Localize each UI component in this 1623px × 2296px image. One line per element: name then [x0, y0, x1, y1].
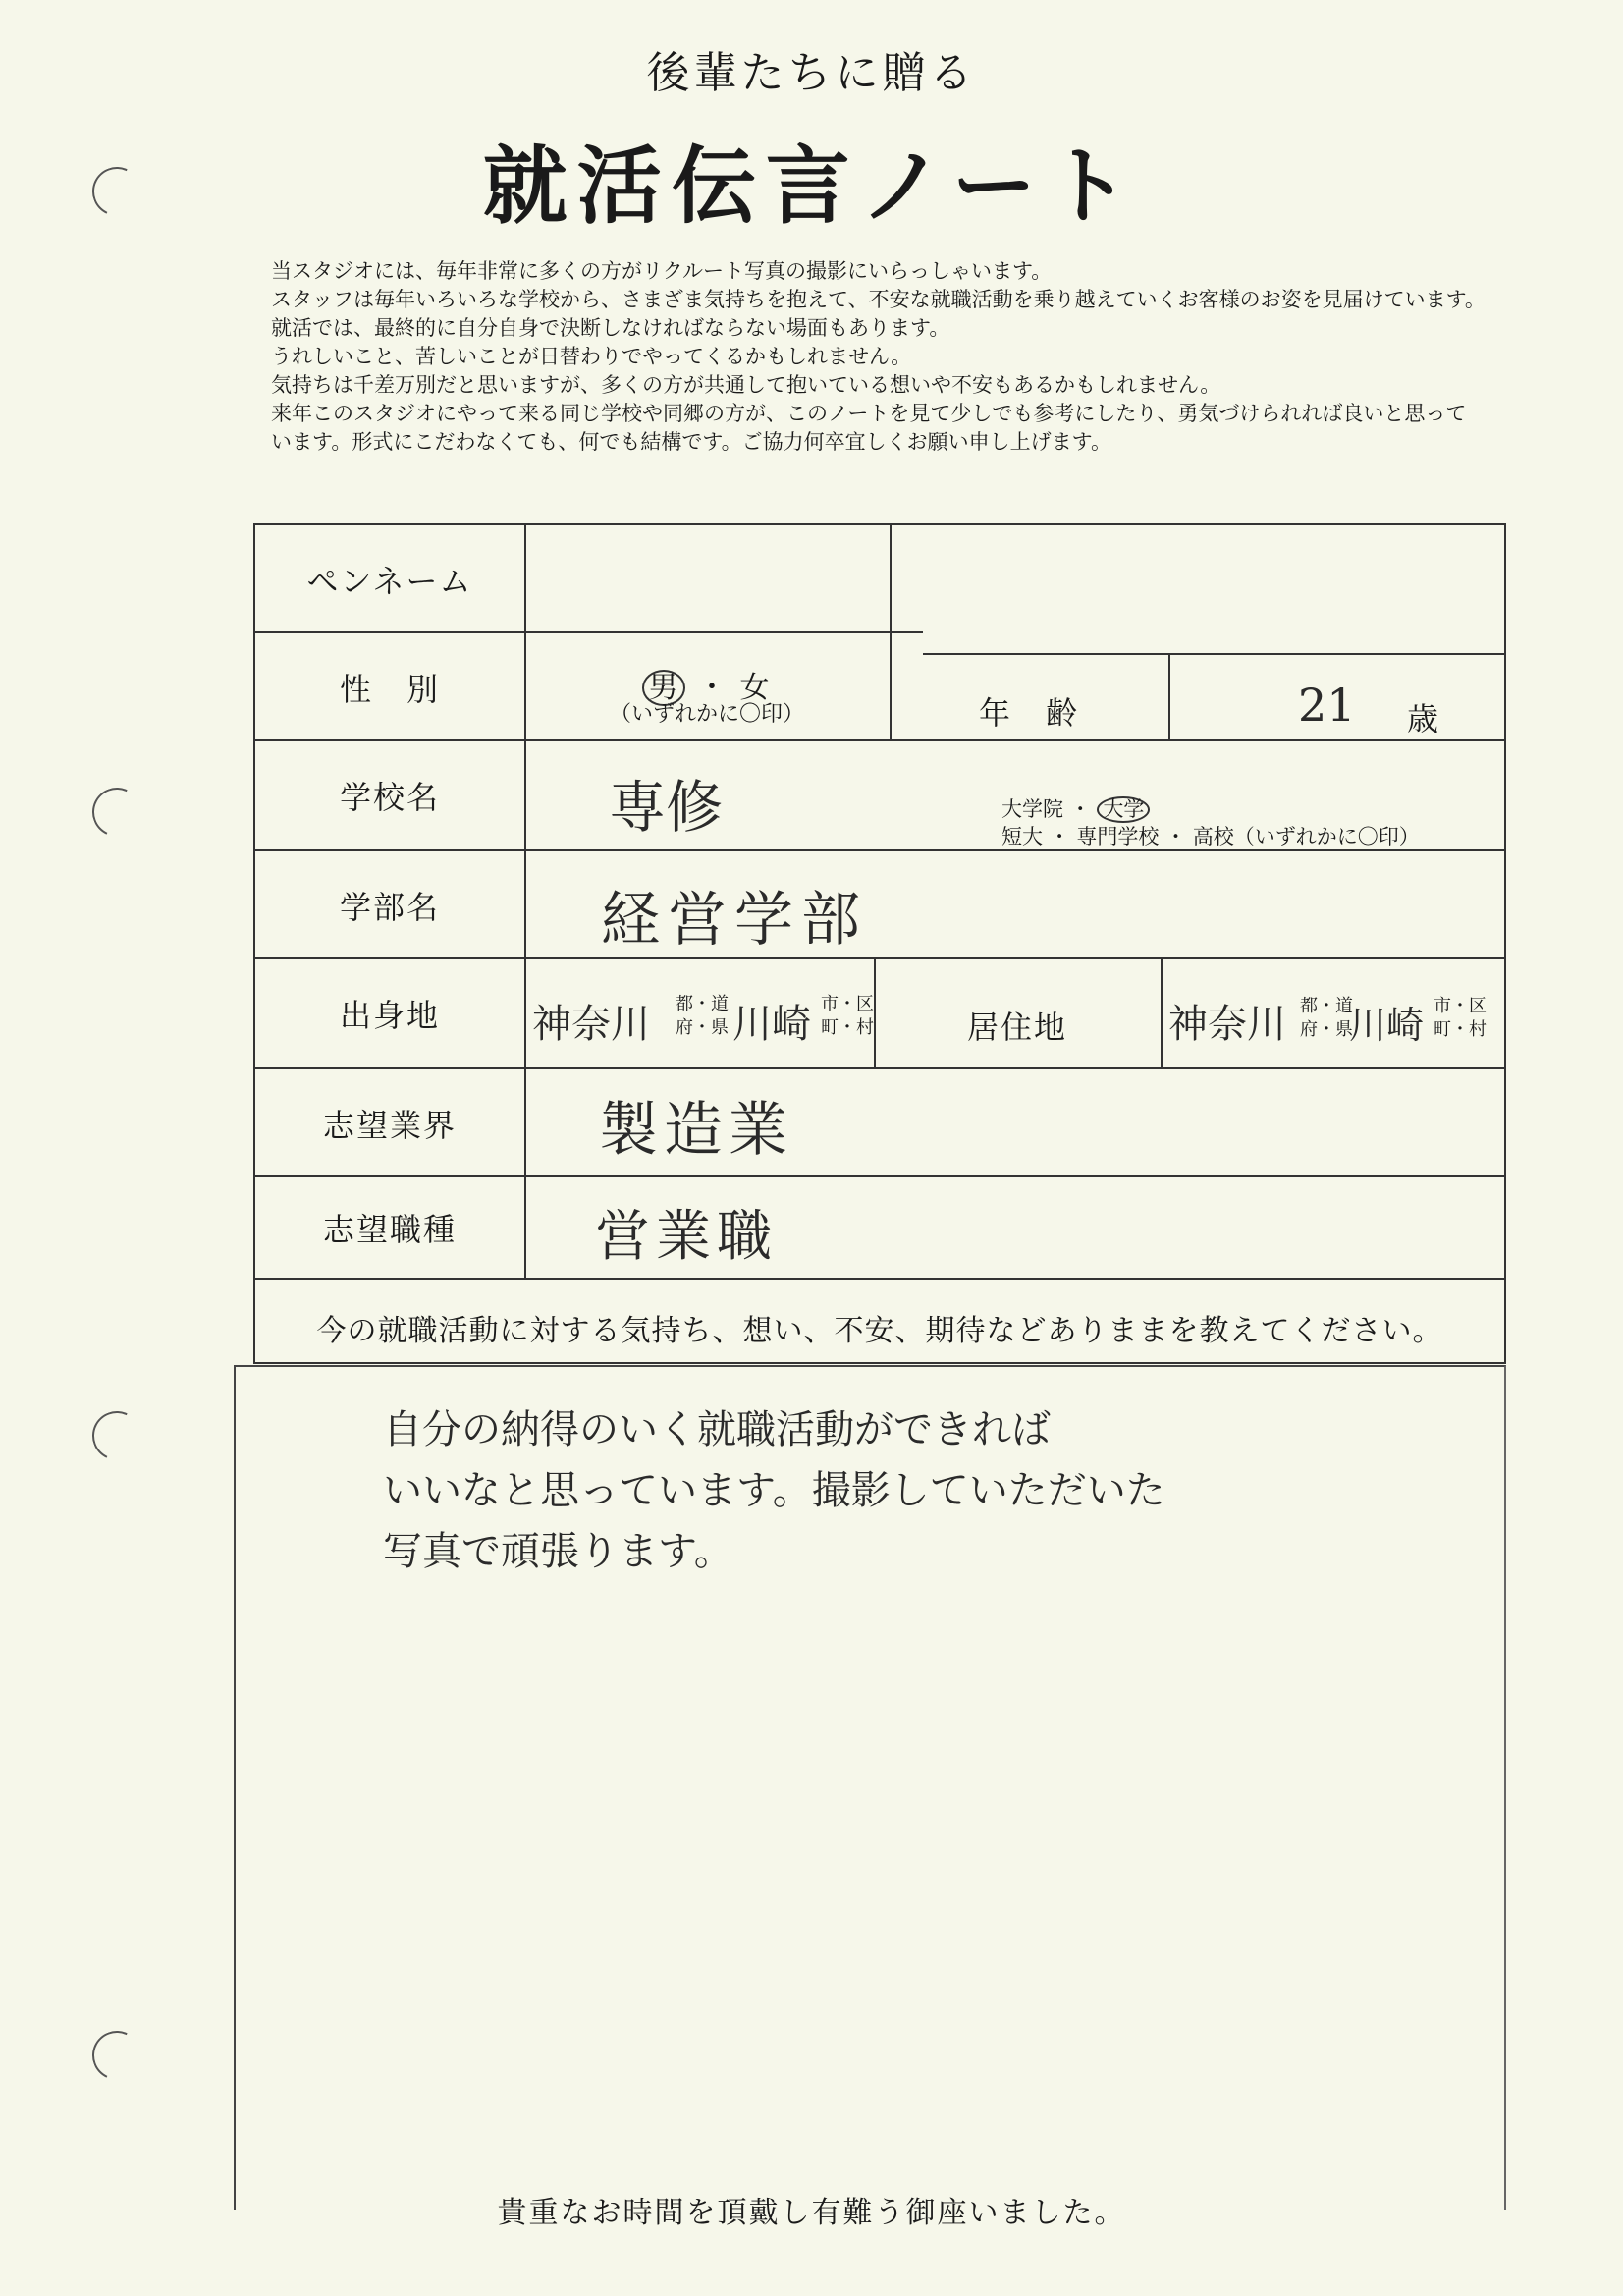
faculty-label: 学部名 — [339, 889, 440, 926]
row-divider — [255, 1067, 1504, 1069]
intro-line: スタッフは毎年いろいろな学校から、さまざま気持ちを抱えて、不安な就職活動を乗り越えていくお客様のお姿を見届けています。 — [271, 288, 1486, 311]
gender-options — [524, 663, 890, 706]
school-type-options — [1001, 796, 1150, 823]
job-label: 志望職種 — [322, 1211, 457, 1248]
binder-hole — [85, 781, 148, 844]
row-divider — [255, 957, 1504, 959]
gender-male-circled: 男 — [642, 670, 685, 706]
intro-line: うれしいこと、苦しいことが日替わりでやってくるかもしれません。 — [271, 345, 912, 368]
binder-hole — [85, 1404, 148, 1467]
gender-separator: ・ — [697, 671, 729, 705]
column-divider — [524, 525, 526, 1278]
age-label: 年 齢 — [978, 694, 1079, 732]
industry-value: 製造業 — [599, 1096, 793, 1165]
pref-units-bottom: 府・県 — [1300, 1019, 1353, 1040]
hometown-city-value: 川崎 — [732, 1002, 811, 1047]
school-value: 専修 — [609, 774, 724, 841]
intro-text — [271, 257, 1606, 457]
age-value: 21 — [1298, 679, 1356, 732]
school-opt-separator: ・ — [1069, 797, 1091, 821]
intro-line: 気持ちは千差万別だと思いますが、多くの方が共通して抱いている想いや不安もあるかもしれません。 — [271, 373, 1221, 397]
intro-line: います。形式にこだわなくても、何でも結構です。ご協力何卒宜しくお願い申し上げます。 — [271, 430, 1111, 454]
profile-form — [253, 523, 1506, 1364]
pref-units-bottom: 府・県 — [676, 1017, 729, 1038]
intro-line: 当スタジオには、毎年非常に多くの方がリクルート写真の撮影にいらっしゃいます。 — [271, 259, 1053, 283]
city-units — [1434, 995, 1487, 1042]
column-divider — [1168, 653, 1170, 739]
pref-units-top: 都・道 — [1300, 996, 1353, 1016]
job-value: 営業職 — [595, 1205, 778, 1269]
pref-units — [1300, 995, 1353, 1042]
residence-city-value: 川崎 — [1349, 1004, 1425, 1047]
row-divider — [255, 1175, 1504, 1177]
age-unit: 歳 — [1406, 700, 1440, 738]
row-divider — [255, 1278, 1504, 1280]
binder-hole — [85, 2024, 148, 2087]
footer-thanks: 貴重なお時間を頂戴し有難う御座いました。 — [497, 2196, 1126, 2230]
pref-units — [676, 993, 729, 1040]
intro-line: 就活では、最終的に自分自身で決断しなければならない場面もあります。 — [271, 316, 950, 340]
pref-units-top: 都・道 — [676, 994, 729, 1014]
city-units-top: 市・区 — [1434, 996, 1487, 1016]
city-units-top: 市・区 — [821, 994, 874, 1014]
residence-pref-value: 神奈川 — [1168, 1002, 1286, 1047]
city-units-bottom: 町・村 — [821, 1017, 874, 1038]
intro-line: 来年このスタジオにやって来る同じ学校や同郷の方が、このノートを見て少しでも参考にしたり、勇気づけられれば良いと思って — [271, 402, 1467, 425]
school-opt-university-circled: 大学 — [1097, 796, 1150, 823]
row-divider — [923, 653, 1504, 655]
page-title: 就活伝言ノート — [482, 137, 1141, 236]
gender-note: （いずれかに〇印） — [609, 702, 804, 727]
row-divider — [255, 739, 1504, 741]
answer-line: 写真で頑張ります。 — [383, 1529, 733, 1574]
city-units — [821, 993, 874, 1040]
handwritten-answer — [383, 1399, 1267, 1582]
school-type-line2: 短大 ・ 専門学校 ・ 高校（いずれかに〇印） — [1001, 825, 1420, 848]
penname-label: ペンネーム — [306, 563, 473, 600]
hometown-pref-value: 神奈川 — [532, 1002, 650, 1047]
answer-line: 自分の納得のいく就職活動ができれば — [383, 1407, 1051, 1452]
gender-label: 性 別 — [339, 671, 440, 708]
gender-female: 女 — [739, 671, 772, 705]
answer-line: いいなと思っています。撮影していただいた — [383, 1468, 1165, 1513]
school-opt-graduate: 大学院 — [1001, 797, 1063, 821]
column-divider — [1161, 957, 1163, 1067]
industry-label: 志望業界 — [322, 1107, 457, 1144]
row-divider — [255, 631, 923, 633]
city-units-bottom: 町・村 — [1434, 1019, 1487, 1040]
school-label: 学校名 — [339, 779, 440, 816]
question-prompt: 今の就職活動に対する気持ち、想い、不安、期待などありままを教えてください。 — [316, 1314, 1443, 1348]
row-divider — [255, 849, 1504, 851]
residence-label: 居住地 — [966, 1009, 1067, 1046]
page-subtitle: 後輩たちに贈る — [646, 48, 977, 98]
faculty-value: 経営学部 — [601, 886, 868, 955]
hometown-label: 出身地 — [339, 997, 440, 1034]
